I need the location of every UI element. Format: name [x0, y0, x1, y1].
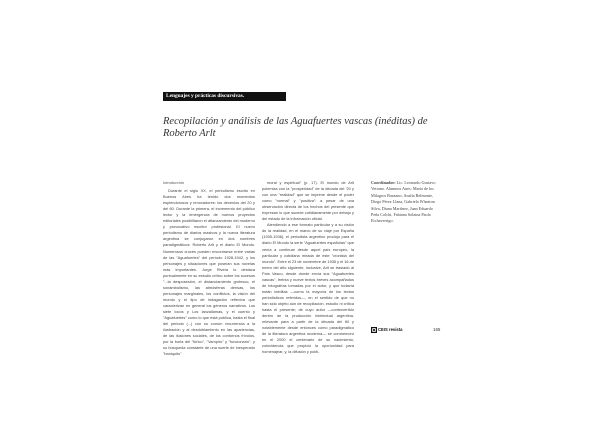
page-footer [371, 327, 443, 335]
paragraph: Atendiendo a ese formato particular y a su visión de la realidad, en el marco de su viaje por España (1935-1936), el periodista argentino produjo para el diario El Mundo la serie "Aguafuertes españolas" que venía a continuar desde aquel país europeo, la particular y cotidiana mirada de este "cronista del mundo". Entre el 23 de noviembre de 1935 y el 16 de enero del año siguiente, inclusive, Arlt se trasladó al País Vasco, desde donde envía sus "Aguafuertes vascas", treinta y nueve textos breves acompañados de fotografías tomadas por el autor, y que todavía están inéditas —como la mayoría de los textos periodísticos referidos—, en el sentido de que no han sido objeto aún de recopilación, estudio ni crítica hasta el presente; de cuyo autor —controvertido dentro de la producción intelectual argentina, relevante para a partir de la década del 60 y notablemente desde entonces como paradigmático de la literatura argentina moderna— se conmemoró en el 2000 el centenario de su nacimiento, coincidencia que propició la oportunidad para homenajear, y, la difusión y publi- [262, 222, 355, 355]
paragraph: moral y espiritual" (p. 17). El mundo de Arlt polemiza con la "prosperidad" de la década del '20 y con una "realidad" que se imprime desde el poder como "normal" y "positiva": a pesar de una observación directa de los hechos del presente que expresan lo que sucede cotidianamente por debajo y del estado de la información oficial. [262, 180, 354, 222]
journal-logo-icon [371, 327, 377, 333]
page-number: 165 [433, 327, 441, 332]
paragraph: Durante el siglo XX, el periodismo escrito en Buenos Aires ha tenido dos momentos esplendorosos y renovadores: los decenios del 20 y del 60. Durante la primera, el incremento del público lector y la emergencia de nuevos proyectos editoriales posibilitaron el afianzamiento del moderno y provocativo escritor profesional. El nuevo periodismo de diarios masivos y la nueva literatura argentina se conjugaron en dos nombres paradigmáticos: Roberto Arlt y el diario El Mundo. Numerosos cruces pueden encontrarse entre varias de las "Aguafuertes" del período 1928-1942, y los personajes y situaciones que poseían sus novelas más importantes. Jorge Rivera lo destaca puntualmente en su estudio crítico sobre los sucesos "...la desposesión, el distanciamiento grotesco, el sonambulismo, las atmósferas densas, los personajes marginales, los conflictos, la visión del mundo y el tipo de indagación reflexiva que caracterizan en general los géneros narrativos. Los siete locos y Los lanzallamas, y el cuento y "Aguafuertes" como lo que está publica, hasta el final del periodo (...) con su común recurrencia a la ilustración y al desdoblamiento en las apariencias, de las ilusiones sociales, de los contornos frívolos, por la burla del "fúrico", "Vampiro" y "funcionario", y su búsqueda constante de una suerte de inesperado "baniquito" [163, 188, 255, 357]
journal-logo [371, 327, 403, 333]
article-title: Recopilación y análisis de las Aguafuertes vascas (inéditas) de Roberto Arlt [163, 116, 428, 140]
body-column-2 [262, 180, 354, 355]
credits-block [371, 180, 441, 225]
journal-logo-text: CEIS revista [378, 327, 403, 332]
credits-label: Coordinador: [371, 180, 396, 185]
section-label: Lenguajes y prácticas discursivas. [163, 92, 286, 101]
body-column-1 [163, 180, 255, 357]
credits-text: Lic. Leonardo Gustavo Vetrano. Alumnos Anes: María de los Milagros Bazzano, Analía Belmonte, Diego Pérez Llana, Gabriela Wheaton Silva, Diana Martínez, Juan Eduardo Peña Colchi, Fabiana Solaina Paola Etchaverrigo. [371, 180, 436, 224]
section-subhead: Introducción [163, 180, 185, 185]
